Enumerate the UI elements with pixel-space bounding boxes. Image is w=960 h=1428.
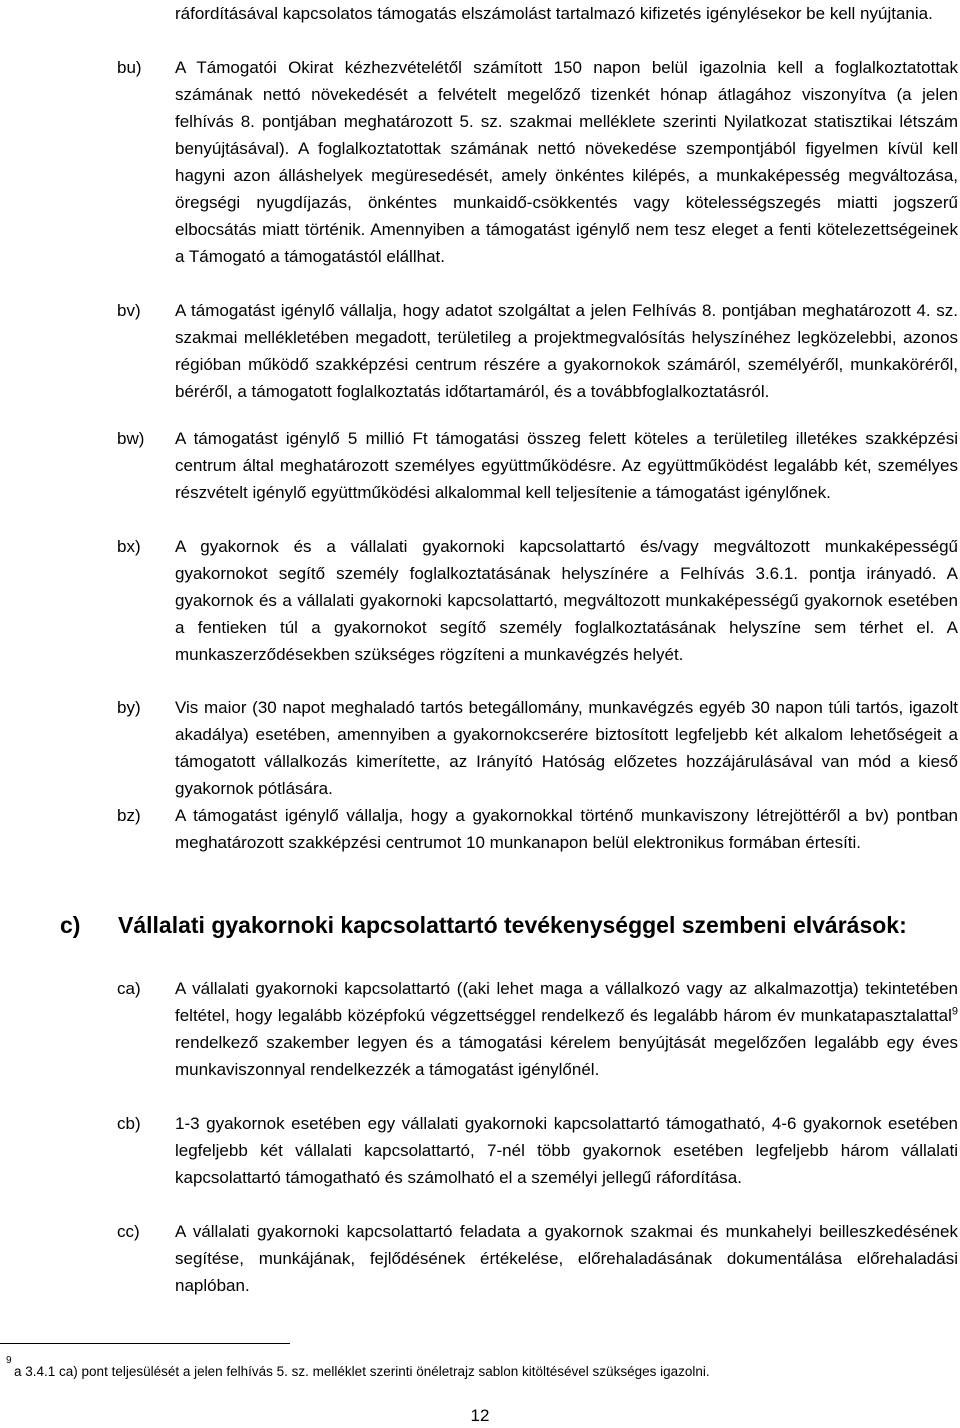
list-item-text: Vis maior (30 napot meghaladó tartós betegállomány, munkavégzés egyéb 30 napon túli tartós, igazolt akadálya) esetében, amennyiben a gyakornokcserére biztosított legfeljebb két alkalom lehetőségeit a támogatott vállalkozás kimerítette, az Irányító Hatóság előzetes hozzájárulásával van mód a kieső gyakornok pótlására.: [175, 698, 958, 798]
list-item-text: A támogatást igénylő vállalja, hogy a gyakornokkal történő munkaviszony létrejöttéről a bv) pontban meghatározott szakképzési centrumot 10 munkanapon belül elektronikus formában értesíti.: [175, 806, 958, 852]
list-item-ca: [117, 975, 958, 1083]
list-item-cc: [117, 1218, 958, 1299]
list-item-bu: [117, 54, 958, 270]
list-item-text: [175, 975, 958, 1083]
list-item-bw: [117, 425, 958, 506]
list-item-bv: [117, 297, 958, 405]
list-item-text: A gyakornok és a vállalati gyakornoki kapcsolattartó és/vagy megváltozott munkaképességű gyakornokot segítő személy foglalkoztatásának helyszínére a Felhívás 3.6.1. pontja irányadó. A gyakornok és a vállalati gyakornoki kapcsolattartó, megváltozott munkaképességű gyakornok esetében a fentieken túl a gyakornokot segítő személy foglalkoztatásának helyszíne sem térhet el. A munkaszerződésekben szükséges rögzíteni a munkavégzés helyét.: [175, 537, 958, 664]
list-item-label: by): [117, 698, 141, 717]
list-item-label: ca): [117, 979, 141, 998]
list-item-label: bu): [117, 58, 142, 77]
list-item-cb: [117, 1110, 958, 1191]
footnote-text: a 3.4.1 ca) pont teljesülését a jelen felhívás 5. sz. melléklet szerinti önéletrajz sablon kitöltésével szükséges igazolni.: [14, 1364, 710, 1379]
page-number: 12: [470, 1406, 490, 1425]
footnote: [0, 1357, 958, 1382]
list-item-text: A Támogatói Okirat kézhezvételétől számított 150 napon belül igazolnia kell a foglalkoztatottak számának nettó növekedését a felvételt megelőző tizenkét hónap átlagához viszonyítva (a jelen felhívás 8. pontjában meghatározott 5. sz. szakmai melléklete szerinti Nyilatkozat statisztikai létszám benyújtásával). A foglalkoztatottak számának nettó növekedése szempontjából figyelmen kívül kell hagyni azon álláshelyek megüresedését, amely önkéntes kilépés, a munkaképesség megváltozása, öregségi nyugdíjazás, önkéntes munkaidő-csökkentés vagy kötelességszegés miatti jogszerű elbocsátás miatt történik. Amennyiben a támogatást igénylő nem tesz eleget a fenti kötelezettségeinek a Támogató a támogatástól elállhat.: [175, 58, 958, 266]
list-item-label: bw): [117, 429, 145, 448]
section-c-heading: [60, 909, 958, 941]
footnote-number: 9: [6, 1355, 12, 1366]
list-item-bx: [117, 533, 958, 668]
continuation-paragraph: ráfordításával kapcsolatos támogatás elszámolást tartalmazó kifizetés igénylésekor be kell nyújtania.: [175, 4, 933, 23]
list-item-text: A vállalati gyakornoki kapcsolattartó feladata a gyakornok szakmai és munkahelyi beilleszkedésének segítése, munkájának, fejlődésének értékelése, előrehaladásának dokumentálása előrehaladási naplóban.: [175, 1222, 958, 1295]
list-item-label: cb): [117, 1114, 141, 1133]
list-item-label: bx): [117, 537, 141, 556]
list-item-bz: [117, 802, 958, 856]
list-item-text-part: A vállalati gyakornoki kapcsolattartó ((aki lehet maga a vállalkozó vagy az alkalmazottja) tekintetében feltétel, hogy legalább középfokú végzettséggel rendelkező és legalább három év munkatapasztalattal: [175, 979, 958, 1025]
list-item-label: cc): [117, 1222, 140, 1241]
list-item-label: bz): [117, 806, 141, 825]
list-item-text: A támogatást igénylő vállalja, hogy adatot szolgáltat a jelen Felhívás 8. pontjában meghatározott 4. sz. szakmai mellékletében megadott, területileg a projektmegvalósítás helyszínéhez legközelebbi, azonos régióban működő szakképzési centrum részére a gyakornokok számáról, személyéről, munkaköréről, béréről, a támogatott foglalkoztatás időtartamáról, és a továbbfoglalkoztatásról.: [175, 301, 958, 401]
list-item-text: 1-3 gyakornok esetében egy vállalati gyakornoki kapcsolattartó támogatható, 4-6 gyakornok esetében legfeljebb két vállalati kapcsolattartó, 7-nél több gyakornok esetében legfeljebb három vállalati kapcsolattartó támogatható és számolható el a személyi jellegű ráfordítása.: [175, 1114, 958, 1187]
list-item-text: A támogatást igénylő 5 millió Ft támogatási összeg felett köteles a területileg illetékes szakképzési centrum által meghatározott személyes együttműködésre. Az együttműködést legalább két, személyes részvételt igénylő együttműködési alkalommal kell teljesítenie a támogatást igénylőnek.: [175, 429, 958, 502]
section-title: Vállalati gyakornoki kapcsolattartó tevékenységgel szembeni elvárások:: [118, 912, 907, 938]
section-label: c): [60, 912, 81, 938]
list-item-text-part: rendelkező szakember legyen és a támogatási kérelem benyújtását megelőzően legalább egy éves munkaviszonnyal rendelkezzék a támogatást igénylőnél.: [175, 1033, 958, 1079]
list-item-by: [117, 694, 958, 802]
footnote-reference: 9: [951, 1005, 958, 1018]
list-item-label: bv): [117, 301, 141, 320]
footnote-divider: [0, 1343, 290, 1344]
